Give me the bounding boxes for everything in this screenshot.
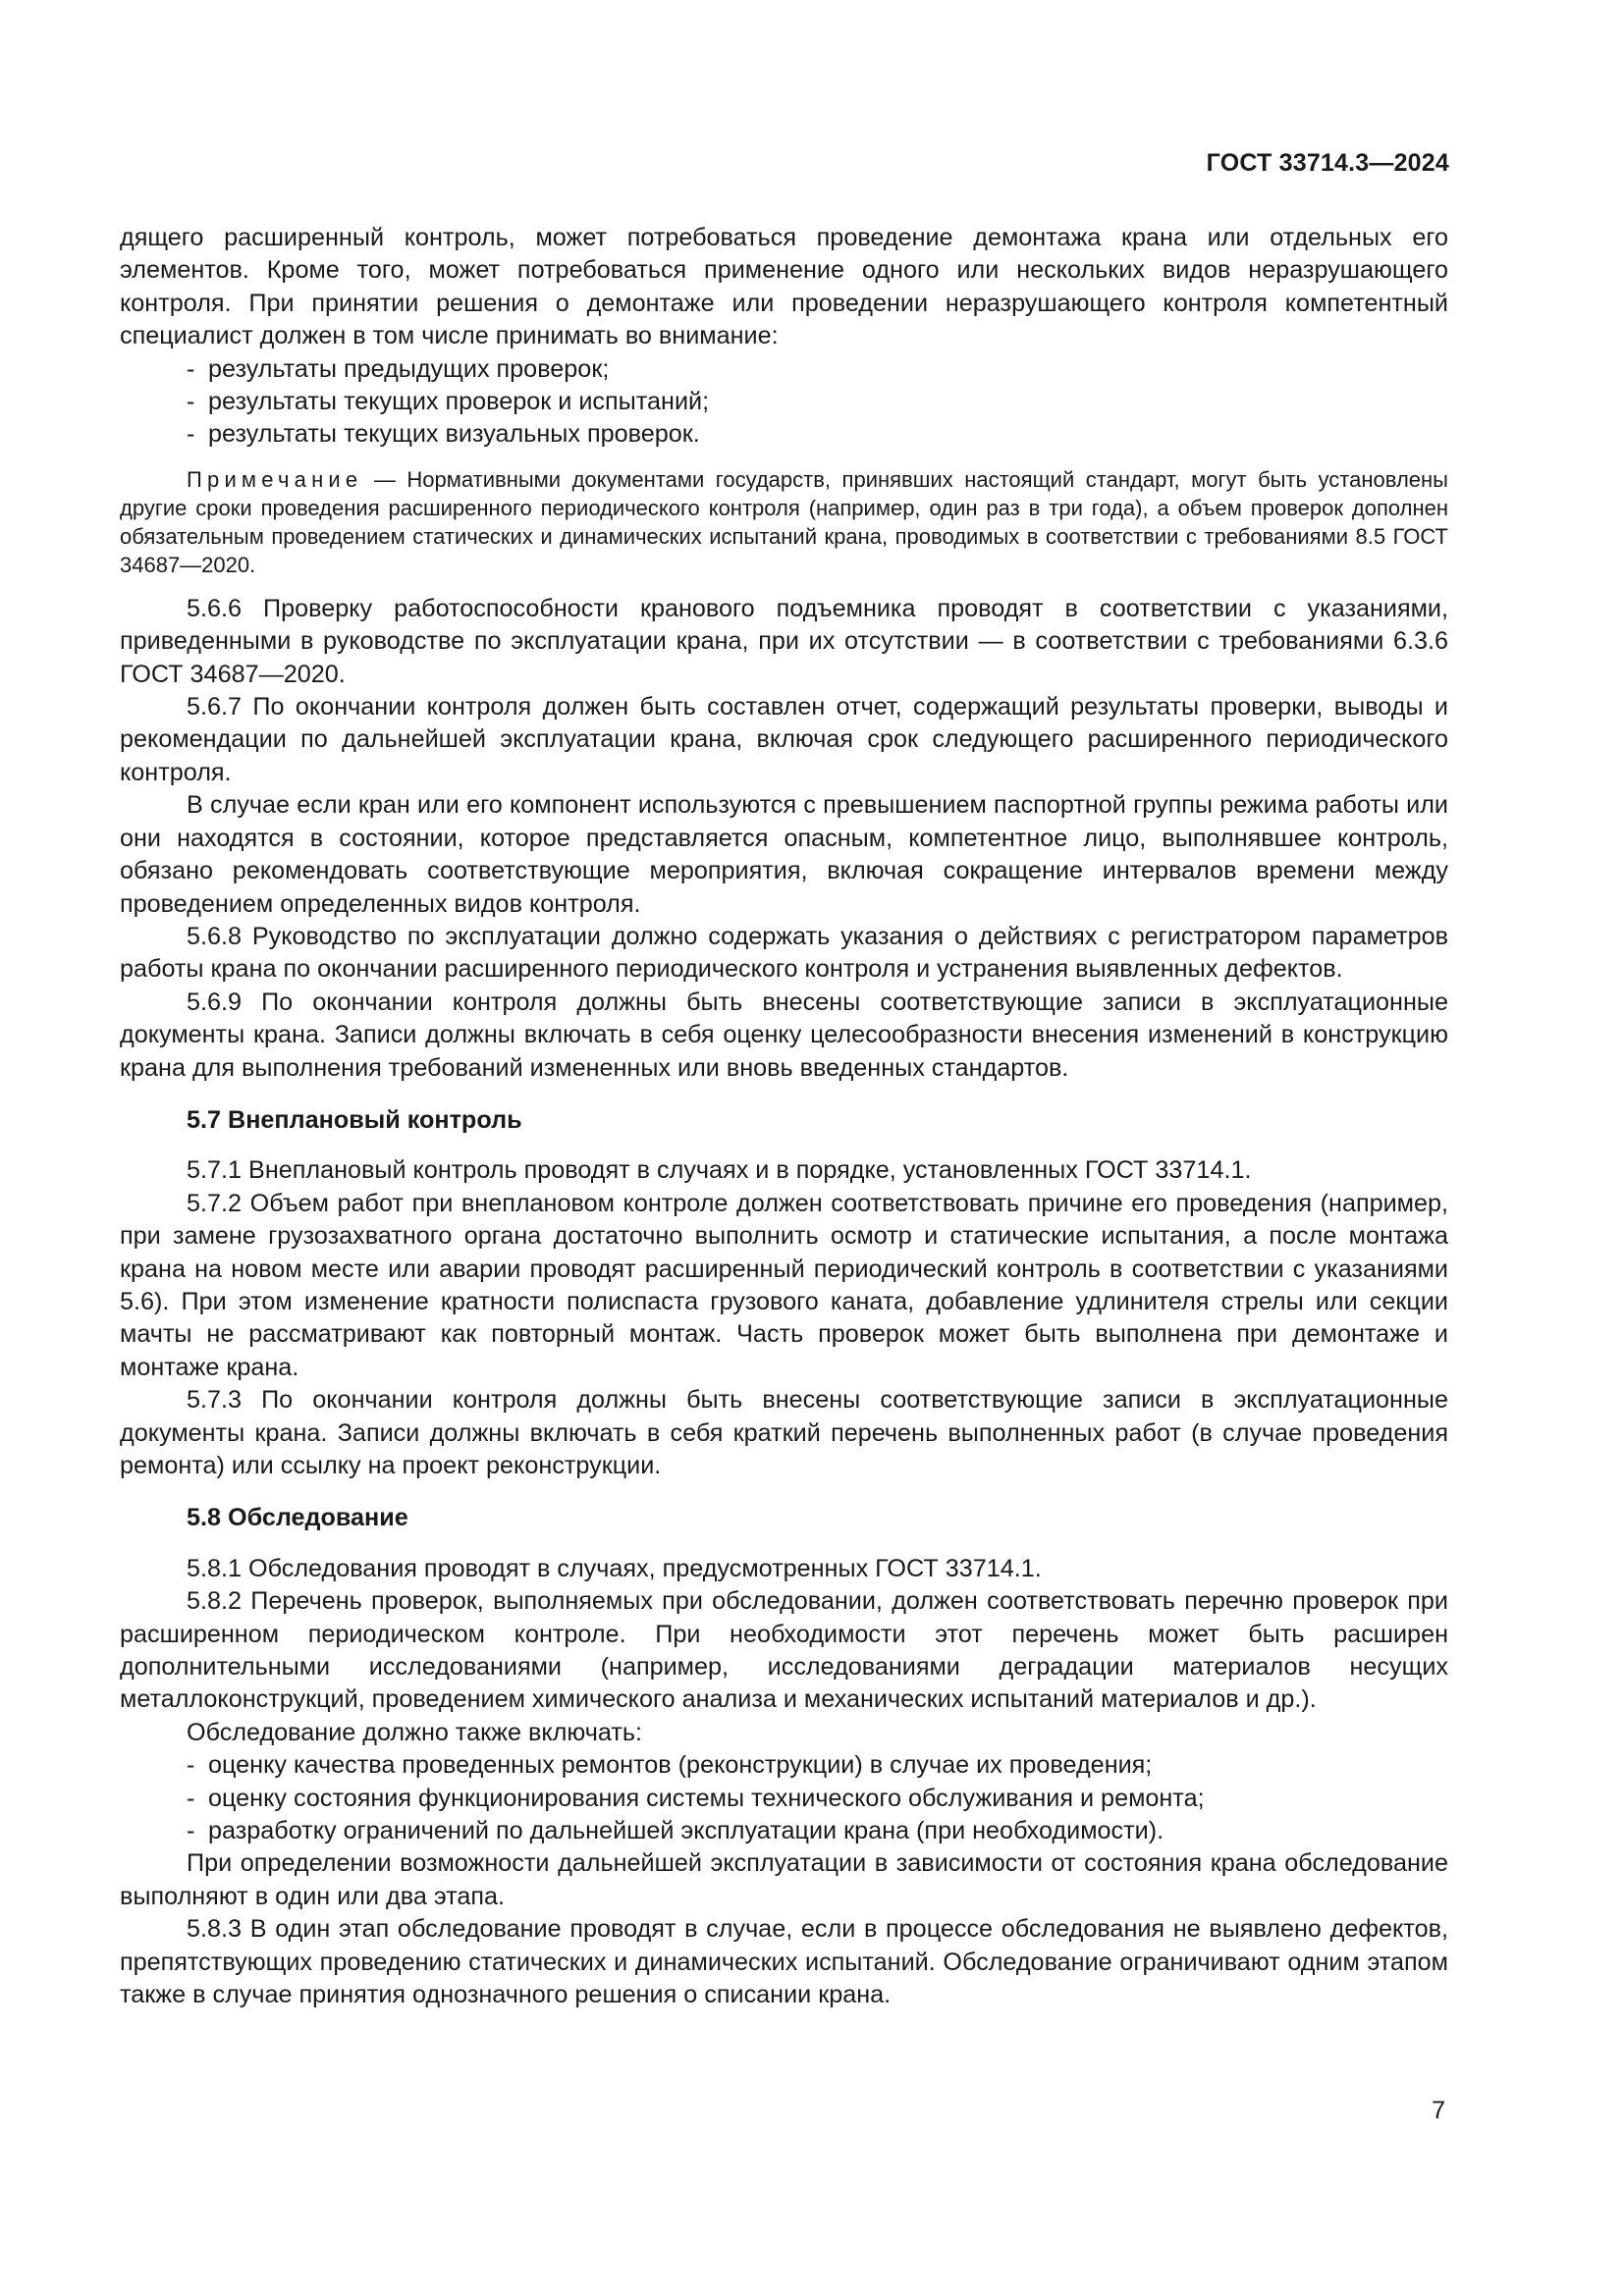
clause-5-8-3: 5.8.3 В один этап обследование проводят в случае, если в процессе обследования не выявлено дефектов, препятствующих проведению статических и динамических испытаний. Обследование ограничивают одним этапом также в случае принятия однозначного решения о списании крана. bbox=[120, 1915, 1448, 2009]
section-heading-5-8: 5.8 Обследование bbox=[187, 1504, 408, 1532]
clause-5-6-9: 5.6.9 По окончании контроля должны быть внесены соответствующие записи в эксплуатационные документы крана. Записи должны включать в себя оценку целесообразности внесения изменений в конструкцию крана для выполнения требований измененных или вновь введенных стандартов. bbox=[120, 988, 1448, 1082]
list-item: - оценку качества проведенных ремонтов (реконструкции) в случае их проведения; bbox=[120, 1749, 1448, 1782]
list-marker: - bbox=[187, 420, 195, 449]
note-label: Примечание bbox=[187, 466, 363, 492]
list-marker: - bbox=[187, 1751, 195, 1780]
clause-5-8-2-stages: При определении возможности дальнейшей эксплуатации в зависимости от состояния крана обследование выполняют в один или два этапа. bbox=[120, 1849, 1448, 1910]
intro-list bbox=[120, 353, 1448, 452]
list-marker: - bbox=[187, 388, 195, 416]
list-item: - результаты текущих визуальных проверок. bbox=[120, 418, 1448, 451]
clause-5-6-8: 5.6.8 Руководство по эксплуатации должно содержать указания о действиях с регистратором параметров работы крана по окончании расширенного периодического контроля и устранения выявленных дефектов. bbox=[120, 922, 1448, 984]
list-item: - результаты предыдущих проверок; bbox=[120, 353, 1448, 386]
list-item: - оценку состояния функционирования системы технического обслуживания и ремонта; bbox=[120, 1783, 1448, 1815]
clause-5-8-2: 5.8.2 Перечень проверок, выполняемых при обследовании, должен соответствовать перечню проверок при расширенном периодическом контроле. При необходимости этот перечень может быть расширен дополнительными исследованиями (например, исследованиями деградации материалов несущих металлоконструкций, проведением химического анализа и механических испытаний материалов и др.). bbox=[120, 1587, 1448, 1714]
list-item: - разработку ограничений по дальнейшей эксплуатации крана (при необходимости). bbox=[120, 1815, 1448, 1847]
list-item: - результаты текущих проверок и испытаний; bbox=[120, 386, 1448, 418]
section-heading-5-7: 5.7 Внеплановый контроль bbox=[187, 1105, 522, 1134]
clause-5-6-7-continuation: В случае если кран или его компонент используются с превышением паспортной группы режима работы или они находятся в состоянии, которое представляется опасным, компетентное лицо, выполнявшее контроль, обязано рекомендовать соответствующие мероприятия, включая сокращение интервалов времени между проведением определенных видов контроля. bbox=[120, 791, 1448, 918]
clause-5-6-7: 5.6.7 По окончании контроля должен быть составлен отчет, содержащий результаты проверки, выводы и рекомендации по дальнейшей эксплуатации крана, включая срок следующего расширенного периодического контроля. bbox=[120, 693, 1448, 786]
note-block bbox=[120, 465, 1448, 579]
clause-5-8-2-continuation: Обследование должно также включать: bbox=[187, 1718, 642, 1746]
survey-includes-list bbox=[120, 1749, 1448, 1847]
list-marker: - bbox=[187, 1784, 195, 1812]
document-code-header: ГОСТ 33714.3—2024 bbox=[1206, 149, 1449, 177]
page-number: 7 bbox=[1432, 2097, 1445, 2124]
clause-5-6-6: 5.6.6 Проверку работоспособности кранового подъемника проводят в соответствии с указаниями, приведенными в руководстве по эксплуатации крана, при их отсутствии — в соответствии с требованиями 6.3.6 ГОСТ 34687—2020. bbox=[120, 594, 1448, 688]
clause-5-7-1: 5.7.1 Внеплановый контроль проводят в случаях и в порядке, установленных ГОСТ 33714.1. bbox=[187, 1156, 1252, 1185]
note-text: — Нормативными документами государств, принявших настоящий стандарт, могут быть установлены другие сроки проведения расширенного периодического контроля (например, один раз в три года), а объем проверок дополнен обязательным проведением статических и динамических испытаний крана, проводимых в соответствии с требованиями 8.5 ГОСТ 34687—2020. bbox=[120, 466, 1448, 577]
intro-paragraph: дящего расширенный контроль, может потребоваться проведение демонтажа крана или отдельных его элементов. Кроме того, может потребоваться применение одного или нескольких видов неразрушающего контроля. При принятии решения о демонтаже или проведении неразрушающего контроля компетентный специалист должен в том числе принимать во внимание: bbox=[120, 224, 1448, 350]
clause-5-8-1: 5.8.1 Обследования проводят в случаях, предусмотренных ГОСТ 33714.1. bbox=[187, 1554, 1042, 1582]
document-body bbox=[120, 222, 1448, 2012]
list-marker: - bbox=[187, 1817, 195, 1845]
list-marker: - bbox=[187, 354, 195, 383]
clause-5-7-3: 5.7.3 По окончании контроля должны быть внесены соответствующие записи в эксплуатационные документы крана. Записи должны включать в себя краткий перечень выполненных работ (в случае проведения ремонта) или ссылку на проект реконструкции. bbox=[120, 1386, 1448, 1479]
clause-5-7-2: 5.7.2 Объем работ при внеплановом контроле должен соответствовать причине его проведения (например, при замене грузозахватного органа достаточно выполнить осмотр и статические испытания, а после монтажа крана на новом месте или аварии проводят расширенный периодический контроль в соответствии с указаниями 5.6). При этом изменение кратности полиспаста грузового каната, добавление удлинителя стрелы или секции мачты не рассматривают как повторный монтаж. Часть проверок может быть выполнена при демонтаже и монтаже крана. bbox=[120, 1189, 1448, 1381]
